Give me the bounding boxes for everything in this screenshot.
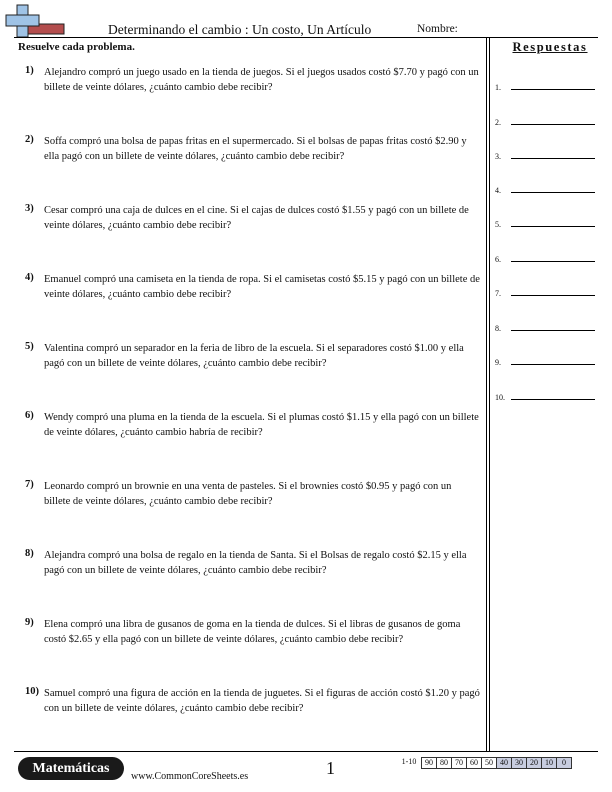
answer-line[interactable] (511, 261, 595, 262)
answer-number: 9. (495, 358, 501, 367)
score-cell: 70 (451, 757, 467, 769)
answer-line[interactable] (511, 295, 595, 296)
problem-number: 6) (25, 410, 34, 421)
name-label: Nombre: (417, 23, 458, 35)
answer-line[interactable] (511, 124, 595, 125)
answer-line[interactable] (511, 364, 595, 365)
answers-title: Respuestas (512, 40, 588, 54)
answer-blank[interactable] (495, 111, 595, 127)
problem-number: 4) (25, 272, 34, 283)
problem-text: Elena compró una libra de gusanos de goma en la tienda de dulces. Si el libras de gusanos de goma costó $2.65 y ella pagó con un billete de veinte dólares, ¿cuánto cambio debe recibir? (44, 619, 461, 645)
problem-number: 5) (25, 341, 34, 352)
answer-line[interactable] (511, 158, 595, 159)
plus-minus-logo-icon (4, 4, 66, 38)
answer-blank[interactable] (495, 213, 595, 229)
problem-text: Alejandra compró una bolsa de regalo en la tienda de Santa. Si el Bolsas de regalo costó $2.15 y ella pagó con un billete de veinte dólares, ¿cuánto cambio debe recibir? (44, 550, 467, 576)
answer-number: 6. (495, 255, 501, 264)
answer-line[interactable] (511, 89, 595, 90)
instructions: Resuelve cada problema. (18, 41, 135, 53)
answer-column-divider (486, 37, 490, 751)
answer-blank[interactable] (495, 76, 595, 92)
answer-number: 5. (495, 220, 501, 229)
answer-number: 7. (495, 289, 501, 298)
score-range-label: 1-10 (401, 757, 417, 766)
problem-text: Samuel compró una figura de acción en la tienda de juguetes. Si el figuras de acción costó $1.20 y pagó con un billete de veinte dólares, ¿cuánto cambio debe recibir? (44, 688, 480, 714)
answer-blank[interactable] (495, 317, 595, 333)
header-divider (14, 37, 598, 38)
problem-number: 9) (25, 617, 34, 628)
problem-text: Emanuel compró una camiseta en la tienda de ropa. Si el camisetas costó $5.15 y pagó con un billete de veinte dólares, ¿cuánto cambio debe recibir? (44, 274, 480, 300)
problem-text: Leonardo compró un brownie en una venta de pasteles. Si el brownies costó $0.95 y pagó con un billete de veinte dólares, ¿cuánto cambio debe recibir? (44, 481, 452, 507)
problem-number: 2) (25, 134, 34, 145)
answer-blank[interactable] (495, 351, 595, 367)
answer-blank[interactable] (495, 145, 595, 161)
problem-text: Cesar compró una caja de dulces en el cine. Si el cajas de dulces costó $1.55 y pagó con un billete de veinte dólares, ¿cuánto cambio debe recibir? (44, 205, 469, 231)
worksheet-title: Determinando el cambio : Un costo, Un Artículo (108, 22, 372, 37)
score-cell: 0 (556, 757, 572, 769)
answer-line[interactable] (511, 399, 595, 400)
score-cell: 60 (466, 757, 482, 769)
problem-text: Soffa compró una bolsa de papas fritas en el supermercado. Si el bolsas de papas fritas costó $2.90 y ella pagó con un billete de veinte dólares, ¿cuánto cambio debe recibir? (44, 136, 467, 162)
score-table (396, 757, 572, 769)
score-cell: 50 (481, 757, 497, 769)
answer-number: 4. (495, 186, 501, 195)
score-cell: 80 (436, 757, 452, 769)
answer-blank[interactable] (495, 282, 595, 298)
answer-number: 10. (495, 393, 505, 402)
answer-blank[interactable] (495, 386, 595, 402)
website-link[interactable]: www.CommonCoreSheets.es (131, 771, 249, 782)
score-cell: 20 (526, 757, 542, 769)
score-cell: 30 (511, 757, 527, 769)
answer-number: 2. (495, 118, 501, 127)
page-number: 1 (326, 758, 335, 778)
problem-number: 7) (25, 479, 34, 490)
problem-text: Wendy compró una pluma en la tienda de la escuela. Si el plumas costó $1.15 y ella pagó con un billete de veinte dólares, ¿cuánto cambio habría de recibir? (44, 412, 479, 438)
answer-number: 1. (495, 83, 501, 92)
answer-blank[interactable] (495, 179, 595, 195)
problem-text: Valentina compró un separador en la feria de libro de la escuela. Si el separadores costó $1.00 y ella pagó con un billete de veinte dólares, ¿cuánto cambio debe recibir? (44, 343, 464, 369)
problem-number: 1) (25, 65, 34, 76)
answer-number: 8. (495, 324, 501, 333)
footer-divider (14, 751, 598, 752)
score-cell: 10 (541, 757, 557, 769)
score-cell: 40 (496, 757, 512, 769)
problem-number: 10) (25, 686, 39, 697)
score-cell: 90 (421, 757, 437, 769)
answer-line[interactable] (511, 226, 595, 227)
answer-line[interactable] (511, 330, 595, 331)
problem-text: Alejandro compró un juego usado en la tienda de juegos. Si el juegos usados costó $7.70 y pagó con un billete de veinte dólares, ¿cuánto cambio debe recibir? (44, 67, 479, 93)
problem-number: 3) (25, 203, 34, 214)
answer-number: 3. (495, 152, 501, 161)
answer-blank[interactable] (495, 248, 595, 264)
answer-line[interactable] (511, 192, 595, 193)
problem-number: 8) (25, 548, 34, 559)
subject-badge: Matemáticas (18, 757, 124, 780)
